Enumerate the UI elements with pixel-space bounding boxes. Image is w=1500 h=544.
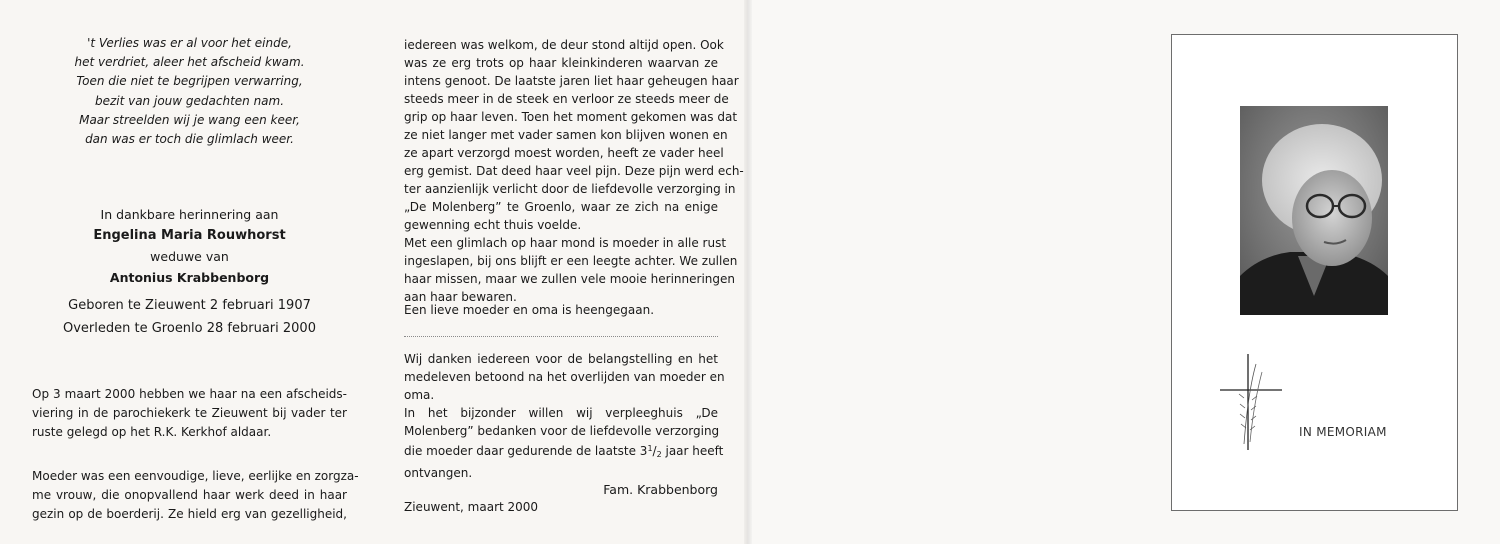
text-line: grip op haar leven. Toen het moment gekomen was dat — [404, 110, 738, 124]
signature: Fam. Krabbenborg — [603, 482, 718, 497]
passed-away-line — [404, 301, 718, 319]
text-line: Op 3 maart 2000 hebben we haar na een afscheids- — [32, 387, 347, 401]
memorial-block — [32, 204, 347, 340]
place-date: Zieuwent, maart 2000 — [404, 500, 539, 514]
life-paragraph-start — [32, 467, 359, 523]
text-line: ingeslapen, bij ons blijft er een leegte achter. We zullen — [404, 254, 738, 268]
cross-with-wheat-icon — [1218, 352, 1288, 452]
portrait-photo-icon — [1240, 106, 1388, 315]
portrait-photo-icon — [1240, 106, 1388, 315]
birth-line: Geboren te Zieuwent 2 februari 1907 — [68, 298, 311, 313]
text-line: oma. — [404, 388, 435, 402]
text-line: Een lieve moeder en oma is heengegaan. — [404, 303, 655, 317]
text-line: iedereen was welkom, de deur stond altijd open. Ook — [404, 38, 724, 52]
spouse-name: Antonius Krabbenborg — [109, 270, 270, 285]
text-line: Wij danken iedereen voor de belangstelling en het — [404, 352, 718, 366]
memorial-intro: In dankbare herinnering aan — [100, 207, 279, 222]
text-line: steeds meer in de steek en verloor ze steeds meer de — [404, 92, 729, 106]
funeral-paragraph — [32, 385, 347, 441]
text-line: intens genoot. De laatste jaren liet haar geheugen haar — [404, 74, 739, 88]
text-line: ze niet langer met vader samen kon blijven wonen en — [404, 128, 728, 142]
text-line: Molenberg” bedanken voor de liefdevolle verzorging — [404, 424, 720, 438]
life-dates — [32, 294, 347, 340]
death-line: Overleden te Groenlo 28 februari 2000 — [63, 321, 316, 336]
text-line: viering in de parochiekerk te Zieuwent bij vader ter — [32, 405, 347, 420]
card-fold — [744, 0, 752, 544]
poem-line: 't Verlies was er al voor het einde, — [87, 36, 292, 50]
in-memoriam-title: IN MEMORIAM — [1299, 425, 1387, 439]
poem-line: bezit van jouw gedachten nam. — [94, 93, 285, 108]
text-line: ontvangen. — [404, 466, 473, 480]
widow-of: weduwe van — [150, 249, 229, 264]
fraction-denominator: 2 — [656, 450, 662, 459]
thanks-paragraph — [404, 350, 725, 482]
text-line: Met een glimlach op haar mond is moeder in alle rust — [404, 236, 727, 250]
poem-line: dan was er toch die glimlach weer. — [85, 132, 294, 147]
text-line-with-fraction: die moeder daar gedurende de laatste $3^1/_2$ jaar heeft — [404, 444, 724, 459]
text-line: me vrouw, die onopvallend haar werk deed in haar — [32, 487, 347, 502]
text-line: gezin op de boerderij. Ze hield erg van gezelligheid, — [32, 506, 347, 521]
text-line: „De Molenberg” te Groenlo, waar ze zich na enige — [404, 200, 718, 214]
deceased-name: Engelina Maria Rouwhorst — [93, 228, 286, 243]
text-line: gewenning echt thuis voelde. — [404, 218, 582, 232]
poem — [32, 34, 347, 149]
poem-line: Toen die niet te begrijpen verwarring, — [76, 74, 303, 89]
text-line: erg gemist. Dat deed haar veel pijn. Deze pijn werd ech- — [404, 164, 744, 178]
poem-line: het verdriet, aleer het afscheid kwam. — [74, 55, 305, 70]
life-paragraph-continued — [404, 36, 744, 306]
fraction-numerator: 1 — [647, 444, 653, 453]
text-line: In het bijzonder willen wij verpleeghuis „De — [404, 406, 718, 420]
text-fragment: jaar heeft — [661, 444, 724, 458]
text-line: ter aanzienlijk verlicht door de liefdevolle verzorging in — [404, 182, 736, 196]
text-fragment: die moeder daar gedurende de laatste 3 — [404, 444, 648, 458]
text-line: medeleven betoond na het overlijden van moeder en — [404, 370, 725, 384]
text-line: ze apart verzorgd moest worden, heeft ze vader heel — [404, 146, 724, 160]
text-line: Moeder was een eenvoudige, lieve, eerlijke en zorgza- — [32, 469, 359, 483]
text-line: was ze erg trots op haar kleinkinderen waarvan ze — [404, 56, 718, 70]
text-line: haar missen, maar we zullen vele mooie herinneringen — [404, 272, 735, 286]
text-line: ruste gelegd op het R.K. Kerkhof aldaar. — [32, 424, 272, 439]
dotted-divider — [404, 336, 718, 337]
poem-line: Maar streelden wij je wang een keer, — [79, 112, 300, 127]
text-line: aan haar bewaren. — [404, 290, 517, 304]
